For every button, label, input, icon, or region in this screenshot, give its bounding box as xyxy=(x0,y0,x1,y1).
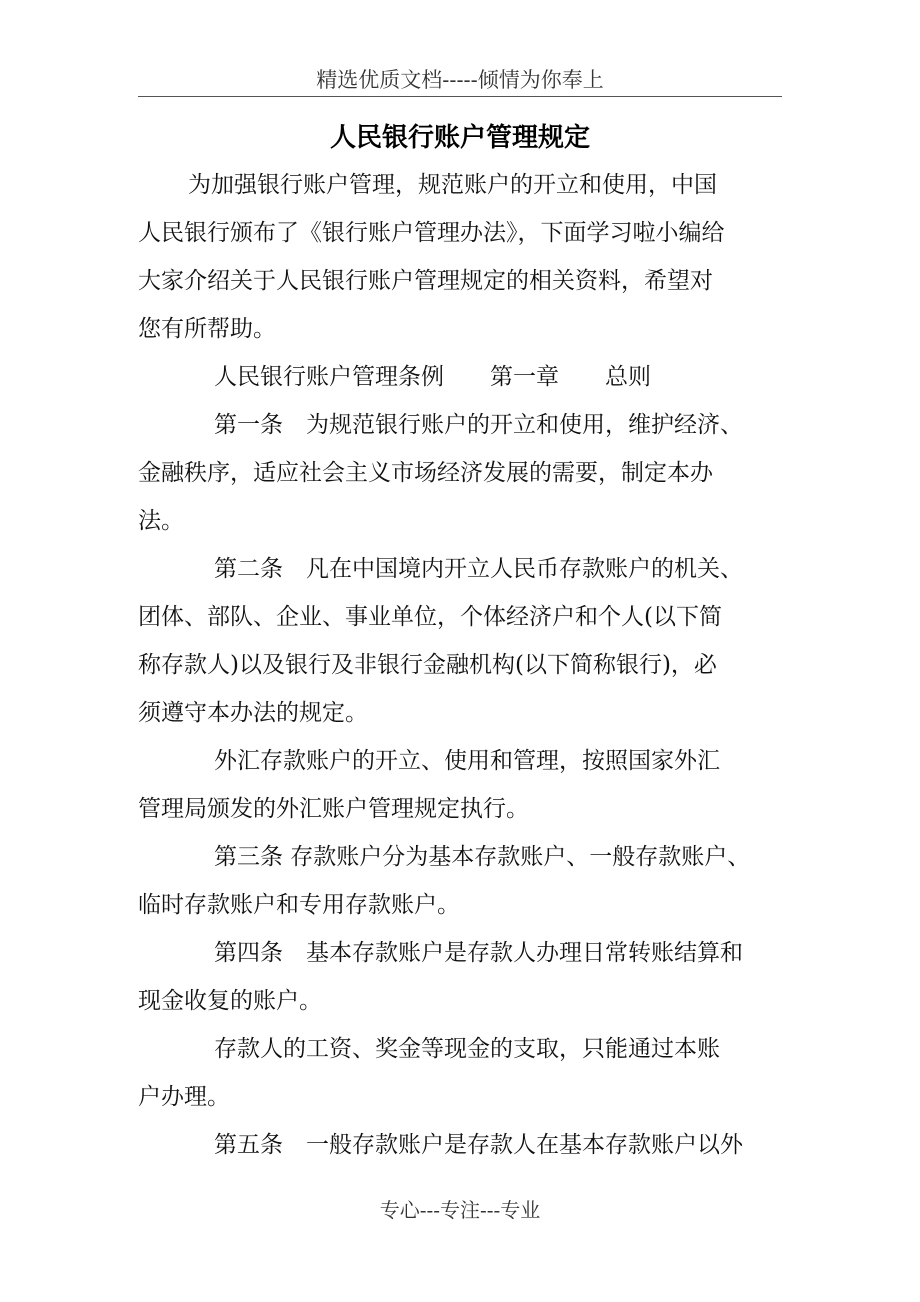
page-header: 精选优质文档-----倾情为你奉上 xyxy=(316,68,604,92)
paragraph-line: 团体、部队、企业、事业单位，个体经济户和个人(以下简 xyxy=(138,604,722,630)
paragraph-line: 第四条 基本存款账户是存款人办理日常转账结算和 xyxy=(214,940,743,966)
paragraph-line: 第三条 存款账户分为基本存款账户、一般存款账户、 xyxy=(214,844,751,870)
page-footer: 专心---专注---专业 xyxy=(379,1198,541,1222)
paragraph-line: 第二条 凡在中国境内开立人民币存款账户的机关、 xyxy=(214,556,743,582)
paragraph-line: 金融秩序，适应社会主义市场经济发展的需要，制定本办 xyxy=(138,460,713,486)
paragraph-line: 为加强银行账户管理，规范账户的开立和使用，中国 xyxy=(188,172,717,198)
paragraph-line: 法。 xyxy=(138,508,184,534)
paragraph-line: 须遵守本办法的规定。 xyxy=(138,700,368,726)
paragraph-line: 管理局颁发的外汇账户管理规定执行。 xyxy=(138,796,529,822)
paragraph-line: 人民银行颁布了《银行账户管理办法》，下面学习啦小编给 xyxy=(138,220,725,246)
paragraph-line: 大家介绍关于人民银行账户管理规定的相关资料，希望对 xyxy=(138,268,713,294)
chapter-heading: 人民银行账户管理条例 第一章 总则 xyxy=(214,364,651,390)
paragraph-line: 户办理。 xyxy=(138,1084,230,1110)
paragraph-line: 临时存款账户和专用存款账户。 xyxy=(138,892,460,918)
paragraph-line: 存款人的工资、奖金等现金的支取，只能通过本账 xyxy=(214,1036,720,1062)
paragraph-line: 现金收复的账户。 xyxy=(138,988,322,1014)
paragraph-line: 您有所帮助。 xyxy=(138,316,276,342)
paragraph-line: 外汇存款账户的开立、使用和管理，按照国家外汇 xyxy=(214,748,720,774)
paragraph-line: 第一条 为规范银行账户的开立和使用，维护经济、 xyxy=(214,412,743,438)
document-title: 人民银行账户管理规定 xyxy=(329,123,590,153)
header-divider xyxy=(138,96,782,97)
paragraph-line: 第五条 一般存款账户是存款人在基本存款账户以外 xyxy=(214,1132,743,1158)
paragraph-line: 称存款人)以及银行及非银行金融机构(以下简称银行)，必 xyxy=(138,652,717,678)
